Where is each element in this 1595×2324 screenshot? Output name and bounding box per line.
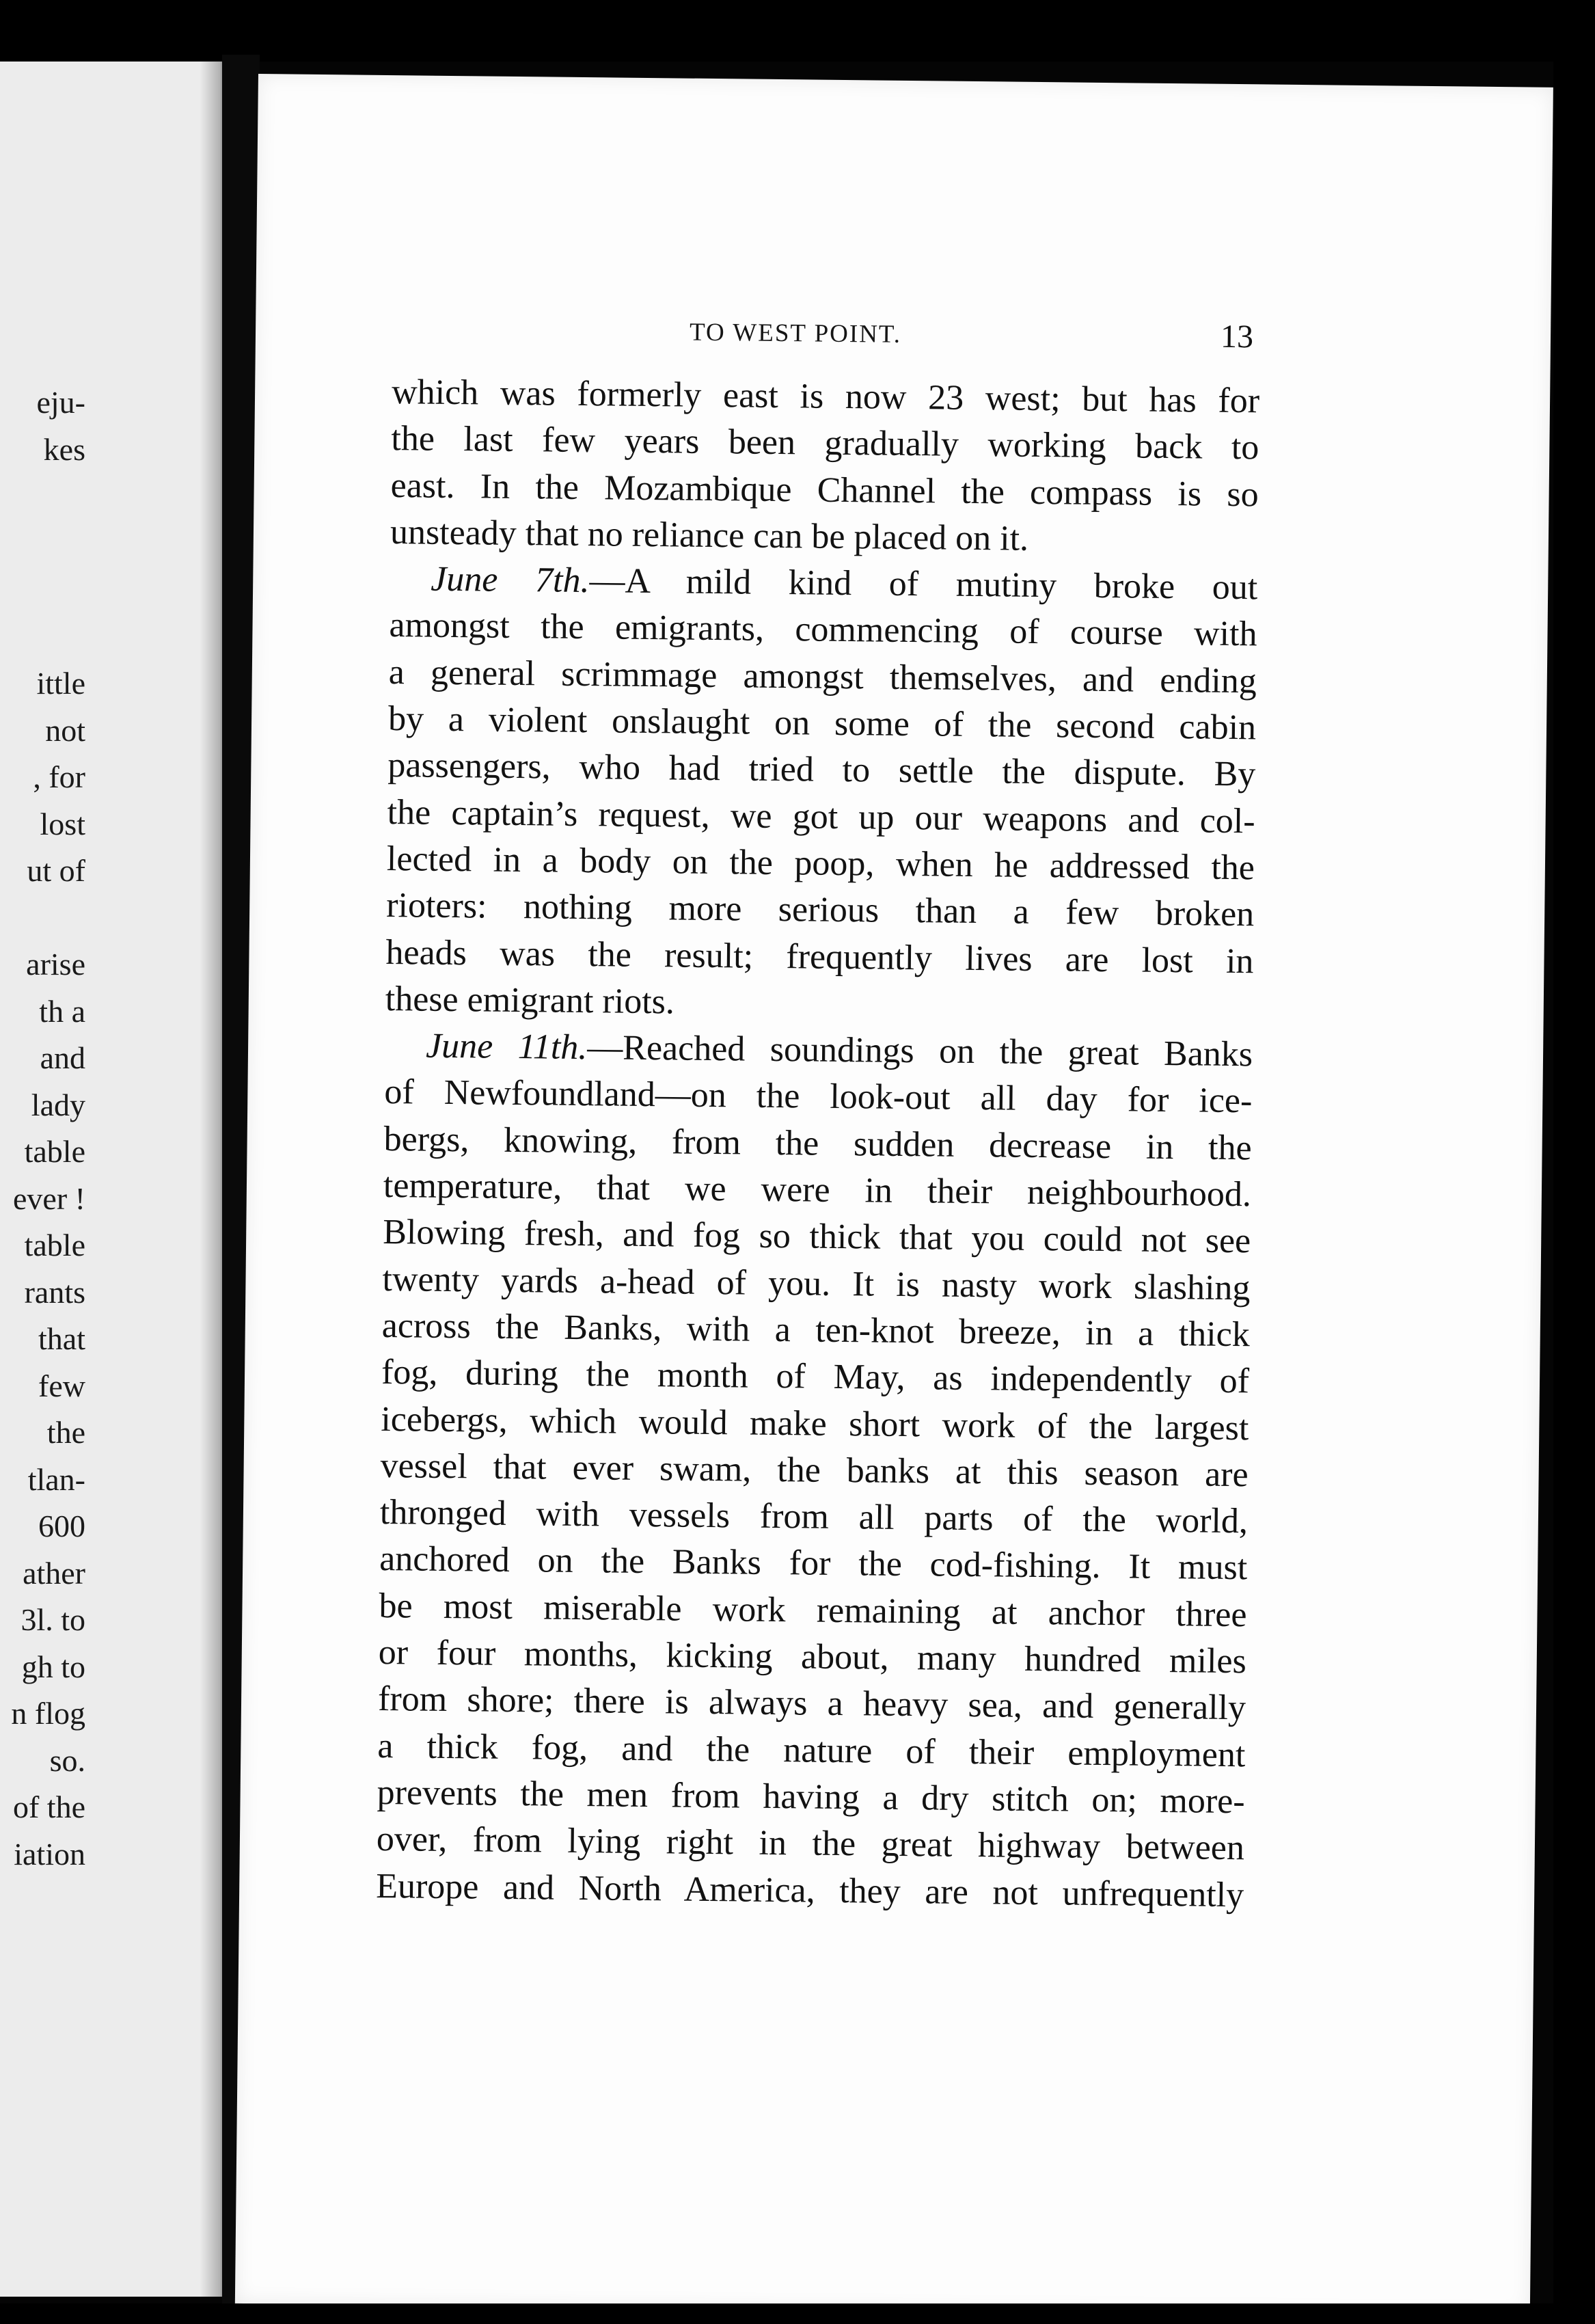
text-line-content: Blowing fresh, and fog so thick that you could not see — [382, 1213, 1251, 1261]
text-line-content: the last few years been gradually working back to — [391, 419, 1259, 468]
text-line-content: passengers, who had tried to settle the dispute. By — [387, 746, 1256, 794]
facing-page-fragment: th a — [39, 993, 85, 1029]
text-line — [378, 1676, 1246, 1732]
facing-page-fragment: ittle — [36, 666, 85, 701]
text-line-content: a thick fog, and the nature of their employment — [377, 1726, 1246, 1774]
date-heading: June 11th. — [425, 1026, 588, 1068]
facing-page-fragment — [0, 895, 85, 942]
text-line-content: rioters: nothing more serious than a few broken — [385, 886, 1255, 934]
facing-page-fragment: gh to — [21, 1649, 85, 1684]
scan-right-border — [1553, 0, 1595, 2324]
page-number: 13 — [1220, 318, 1254, 355]
text-line-content: over, from lying right in the great highway between — [376, 1820, 1245, 1868]
facing-page-fragment: and — [40, 1040, 85, 1075]
text-line-content: unsteady that no reliance can be placed on it. — [390, 512, 1029, 558]
text-line-content: anchored on the Banks for the cod-fishing. It must — [379, 1539, 1248, 1588]
facing-page-fragment: n flog — [11, 1696, 85, 1731]
text-line — [376, 1863, 1244, 1919]
facing-page-fragment: of the — [12, 1789, 85, 1824]
date-heading: June 7th. — [430, 559, 590, 601]
text-line-content: amongst the emigrants, commencing of course with — [389, 606, 1257, 654]
facing-page-fragment: that — [38, 1321, 85, 1356]
facing-page-fragment: ather — [23, 1555, 85, 1591]
text-line — [391, 416, 1259, 472]
facing-page-fragment: ut of — [27, 853, 85, 888]
text-line-content: twenty yards a-head of you. It is nasty work slashing — [382, 1259, 1251, 1308]
book-page — [235, 74, 1553, 2317]
text-line-content: bergs, knowing, from the sudden decrease in the — [383, 1119, 1252, 1168]
text-line — [381, 1349, 1250, 1405]
facing-page-fragment: lost — [40, 806, 85, 841]
text-line — [381, 1396, 1249, 1452]
facing-page-text — [0, 379, 85, 1878]
facing-page-fragment — [0, 520, 85, 567]
facing-page-fragment: few — [38, 1368, 85, 1403]
scan-bottom-border — [0, 2303, 1595, 2324]
text-line — [384, 1069, 1253, 1125]
text-line — [387, 742, 1256, 798]
text-line — [390, 463, 1259, 519]
text-line-content: these emigrant riots. — [385, 979, 675, 1022]
text-line — [379, 1536, 1248, 1592]
text-line-content: which was formerly east is now 23 west; but has for — [391, 373, 1260, 421]
facing-page-fragment: ever ! — [13, 1180, 85, 1216]
text-line-content: thronged with vessels from all parts of the world, — [379, 1493, 1249, 1541]
text-line-content: lected in a body on the poop, when he addressed the — [386, 839, 1255, 888]
facing-page-fragment: not — [45, 712, 85, 748]
facing-page-fragment: table — [24, 1228, 85, 1262]
facing-page-fragment: the — [46, 1415, 85, 1450]
facing-page-fragment: arise — [26, 947, 85, 982]
text-line — [385, 930, 1254, 986]
text-line — [386, 882, 1255, 938]
facing-page-fragment: so. — [49, 1742, 85, 1778]
text-line-content: fog, during the month of May, as independently of — [381, 1353, 1250, 1401]
text-line-content: by a violent onslaught on some of the second cabin — [387, 699, 1257, 748]
text-line-content: from shore; there is always a heavy sea, and generally — [377, 1679, 1246, 1728]
facing-page-fragment: , for — [33, 759, 85, 794]
facing-page-fragment — [0, 567, 85, 614]
facing-page-fragment: eju- — [36, 385, 85, 420]
facing-page-fragment — [0, 614, 85, 661]
text-line-content: a general scrimmage amongst themselves, and ending — [388, 652, 1257, 701]
text-line-content: prevents the men from having a dry stitch on; more- — [377, 1772, 1245, 1822]
facing-page-fragment: rants — [24, 1274, 85, 1310]
text-line — [377, 1816, 1245, 1872]
facing-page-fragment: lady — [31, 1087, 85, 1122]
text-line — [389, 603, 1257, 659]
text-line-content: across the Banks, with a ten-knot breeze, in a thick — [381, 1306, 1251, 1355]
text-line-content: east. In the Mozambique Channel the compass is so — [390, 465, 1259, 514]
text-line-content: the captain’s request, we got up our weapons and col- — [387, 792, 1255, 841]
text-line-content: vessel that ever swam, the banks at this season are — [380, 1446, 1249, 1495]
facing-page-fragment: 3l. to — [21, 1602, 85, 1637]
body-text — [376, 369, 1260, 1919]
text-line-content: Europe and North America, they are not unfrequently — [375, 1866, 1244, 1915]
text-line — [377, 1723, 1246, 1779]
text-line-content: or four months, kicking about, many hundred miles — [378, 1632, 1247, 1681]
facing-page-fragment: table — [24, 1134, 85, 1169]
facing-page-fragment: tlan- — [27, 1461, 85, 1497]
text-line-content: icebergs, which would make short work of the largest — [381, 1399, 1249, 1448]
text-line-content: temperature, that we were in their neighbourhood. — [383, 1166, 1252, 1215]
facing-page-fragment — [0, 473, 85, 520]
text-line-content: —A mild kind of mutiny broke out — [589, 561, 1258, 608]
facing-page-fragment: kes — [43, 431, 85, 467]
facing-page-fragment: 600 — [38, 1509, 85, 1543]
facing-page — [0, 62, 222, 2297]
text-line-content: —Reached soundings on the great Banks — [587, 1028, 1253, 1075]
facing-page-fragment: iation — [14, 1836, 85, 1872]
text-line-content: heads was the result; frequently lives are lost in — [385, 932, 1254, 981]
text-line — [383, 1209, 1251, 1265]
scan-top-border — [0, 0, 1595, 62]
running-head: TO WEST POINT. — [689, 318, 902, 349]
text-line-content: be most miserable work remaining at anchor three — [379, 1586, 1247, 1634]
text-line-content: of Newfoundland—on the look-out all day for ice- — [384, 1072, 1253, 1121]
